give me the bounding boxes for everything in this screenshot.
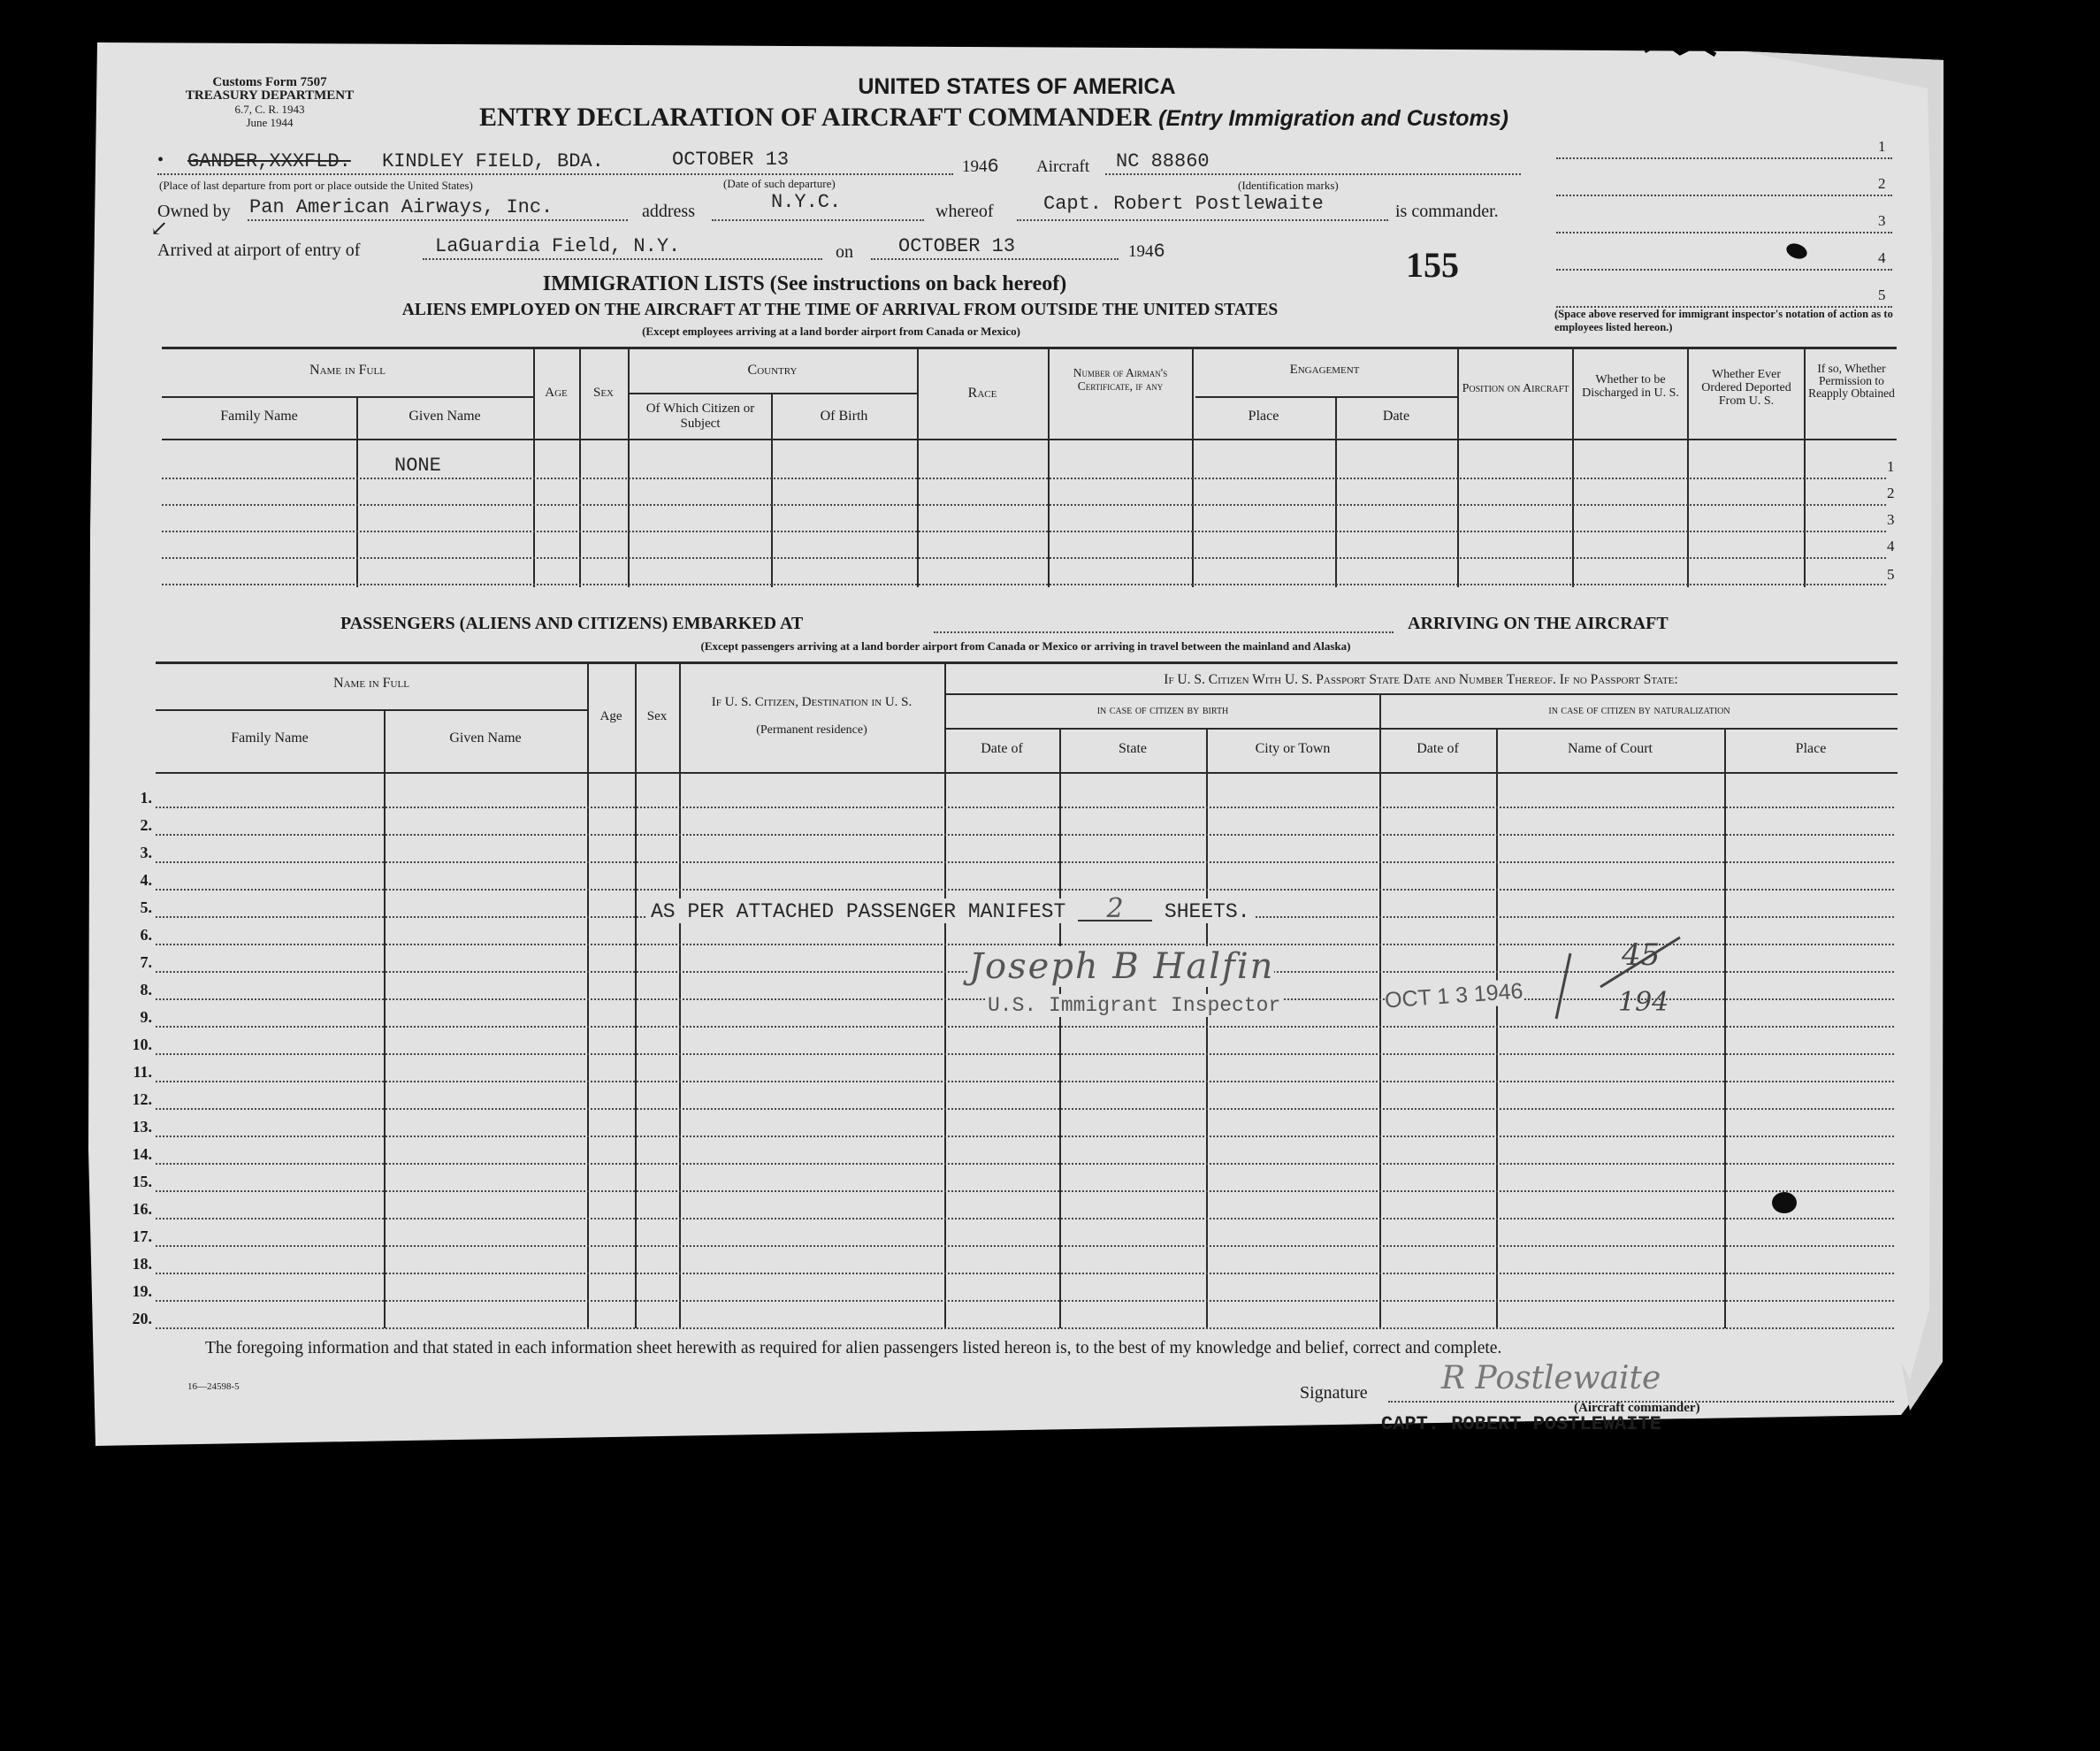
form-title — [479, 103, 1508, 133]
form-id — [133, 76, 407, 129]
declaration-text: The foregoing information and that stated in each information sheet herewith as required for alien passengers listed hereon is, to the best of my knowledge and belief, correct and complete. — [205, 1339, 1502, 1357]
row-line — [162, 504, 1886, 506]
manifest-text: AS PER ATTACHED PASSENGER MANIFEST — [651, 900, 1066, 923]
col-header: Place — [1248, 409, 1279, 424]
airport-name: LaGuardia Field, N.Y. — [435, 235, 681, 257]
arrival-date: OCTOBER 13 — [898, 235, 1016, 257]
col-header: Whether Ever Ordered Deported From U. S. — [1701, 368, 1791, 408]
inspector-line — [1556, 269, 1892, 271]
row-number: 14. — [132, 1145, 152, 1163]
col-rule — [1192, 348, 1194, 587]
aircraft-line — [1105, 173, 1521, 175]
row-number: 12. — [132, 1090, 152, 1108]
passengers-heading: PASSENGERS (ALIENS AND CITIZENS) EMBARKED AT — [340, 614, 804, 633]
inspector-num: 2 — [1878, 175, 1886, 192]
commander-line — [1017, 219, 1388, 221]
row-number: 10. — [132, 1036, 152, 1053]
row-number: 4 — [1887, 538, 1895, 554]
row-line — [162, 557, 1886, 559]
stamp-number: 155 — [1406, 245, 1459, 285]
inspector-stamp: OCT 1 3 1946 — [1384, 978, 1524, 1013]
row-line — [156, 834, 1894, 836]
row-number: 11. — [133, 1063, 152, 1081]
col-header: Position on Aircraft — [1462, 382, 1569, 395]
col-rule — [1206, 730, 1208, 1328]
col-header: (Permanent residence) — [756, 723, 867, 737]
row-number: 6. — [140, 926, 152, 944]
departure-year — [962, 156, 999, 178]
col-header: Of Which Citizen or Subject — [645, 401, 755, 431]
inspector-line — [1556, 232, 1892, 233]
departure-struck: GANDER,XXXFLD. — [187, 150, 351, 172]
form-id-line: June 1944 — [246, 116, 294, 129]
col-rule — [1572, 348, 1574, 587]
col-header: in case of citizen by birth — [1096, 704, 1229, 717]
inspector-note-top: 45 — [1622, 937, 1661, 973]
table-rule — [630, 393, 917, 394]
inspector-num: 3 — [1878, 212, 1886, 229]
row-line — [156, 1108, 1894, 1110]
owner-line — [248, 219, 628, 221]
whereof-label: whereof — [935, 202, 994, 221]
departure-date: OCTOBER 13 — [672, 149, 790, 171]
commander-name: Capt. Robert Postlewaite — [1043, 193, 1324, 215]
marks-caption: (Identification marks) — [1238, 179, 1339, 192]
inspector-line — [1556, 157, 1892, 159]
col-rule — [1496, 730, 1498, 1328]
form-code: 16—24598-5 — [187, 1381, 240, 1392]
row-line — [156, 1081, 1894, 1082]
fraction-bar — [1600, 937, 1680, 987]
immigration-subheading: ALIENS EMPLOYED ON THE AIRCRAFT AT THE TIME OF ARRIVAL FROM OUTSIDE THE UNITED STATES — [401, 301, 1279, 319]
col-rule — [1379, 695, 1381, 1328]
form-id-line: Customs Form 7507 — [212, 75, 327, 89]
col-header: Whether to be Discharged in U. S. — [1582, 373, 1679, 400]
address-line — [712, 219, 924, 221]
row-line — [156, 889, 1894, 891]
form-title-sub: (Entry Immigration and Customs) — [1158, 106, 1509, 131]
row-number: 13. — [132, 1118, 152, 1135]
col-header: If U. S. Citizen With U. S. Passport State Date and Number Thereof. If no Passport State: — [1164, 672, 1678, 687]
year-digit: 6 — [987, 156, 999, 178]
year-digit: 6 — [1153, 241, 1165, 263]
col-header: Country — [747, 363, 798, 378]
col-rule — [1804, 348, 1806, 587]
col-header: Name in Full — [309, 363, 386, 378]
passengers-note: (Except passengers arriving at a land border airport from Canada or Mexico or arriving in travel between the mainland and Alaska) — [700, 639, 1351, 653]
row-line — [156, 1135, 1894, 1137]
row-number: 2. — [140, 816, 152, 834]
form-id-line: 6.7, C. R. 1943 — [234, 103, 305, 116]
col-rule — [533, 348, 535, 587]
table-rule — [162, 347, 1897, 349]
col-rule — [944, 663, 946, 1328]
col-header: City or Town — [1255, 741, 1331, 756]
col-header: Name in Full — [333, 676, 409, 691]
manifest-suffix: SHEETS. — [1164, 900, 1250, 923]
row-number: 16. — [132, 1200, 152, 1218]
inspector-title: U.S. Immigrant Inspector — [985, 994, 1283, 1017]
col-header: If so, Whether Permission to Reapply Obtained — [1808, 362, 1895, 400]
form-id-line: TREASURY DEPARTMENT — [185, 88, 355, 103]
row-number: 1. — [140, 789, 152, 807]
commander-printed-name: CAPT. ROBERT POSTLEWAITE — [1381, 1413, 1661, 1435]
row-line — [156, 1245, 1894, 1247]
col-rule — [1724, 730, 1726, 1328]
col-rule — [679, 663, 681, 1328]
col-rule — [917, 348, 919, 587]
row-number: 19. — [132, 1282, 152, 1300]
arrival-date-line — [871, 258, 1119, 260]
col-header: Sex — [592, 386, 614, 400]
owned-by-label: Owned by — [157, 202, 231, 221]
owner-address: N.Y.C. — [771, 191, 842, 213]
address-label: address — [642, 202, 695, 221]
inspector-num: 1 — [1878, 138, 1886, 155]
table-rule — [162, 396, 533, 398]
date-caption: (Date of such departure) — [723, 177, 836, 190]
row-number: 9. — [140, 1008, 152, 1026]
signature-caption: (Aircraft commander) — [1574, 1401, 1700, 1415]
inspector-num: 4 — [1878, 249, 1886, 266]
col-header: Sex — [646, 709, 668, 723]
col-rule — [635, 663, 637, 1328]
row-line — [156, 1327, 1894, 1329]
col-header: Date of — [981, 741, 1023, 756]
row-number: 5 — [1887, 566, 1895, 583]
col-header: Number of Airman's Certificate, if any — [1073, 366, 1168, 393]
inspector-note-bottom: 194 — [1618, 987, 1669, 1018]
row-line — [162, 584, 1886, 585]
row-number: 18. — [132, 1255, 152, 1273]
row-line — [162, 531, 1886, 532]
manifest-note — [647, 893, 1254, 924]
row-line — [156, 1300, 1894, 1302]
row-number: 5. — [140, 898, 152, 916]
row-number: 15. — [132, 1173, 152, 1190]
col-header: Date of — [1417, 741, 1459, 756]
row-line — [156, 861, 1894, 863]
row-number: 7. — [140, 953, 152, 971]
inspector-note: (Space above reserved for immigrant inspector's notation of action as to employees listed hereon.) — [1554, 308, 1893, 333]
on-label: on — [836, 242, 853, 262]
table-rule — [944, 693, 1898, 695]
embarked-line — [934, 631, 1394, 633]
row-number: 2 — [1887, 485, 1895, 501]
col-rule — [587, 663, 589, 1328]
country-heading: UNITED STATES OF AMERICA — [858, 74, 1176, 99]
year-prefix: 194 — [1128, 242, 1154, 261]
col-header: Family Name — [231, 730, 309, 746]
row-line — [162, 478, 1886, 479]
inspector-line — [1556, 195, 1892, 196]
immigration-heading: IMMIGRATION LISTS (See instructions on back hereof) — [542, 272, 1067, 295]
arrow-mark: ↙ — [150, 218, 169, 241]
departure-line — [157, 173, 953, 175]
col-rule — [1059, 730, 1061, 1328]
col-header: Age — [545, 386, 568, 400]
year-prefix: 194 — [962, 157, 988, 176]
aircraft-marks: NC 88860 — [1116, 150, 1210, 172]
place-caption: (Place of last departure from port or place outside the United States) — [159, 179, 473, 192]
aircraft-label: Aircraft — [1036, 157, 1090, 176]
col-header: If U. S. Citizen, Destination in U. S. — [711, 695, 913, 709]
col-header: Name of Court — [1568, 741, 1653, 756]
is-commander-label: is commander. — [1395, 202, 1499, 221]
row-number: 3. — [140, 844, 152, 861]
airport-line — [423, 258, 822, 260]
table-rule — [156, 709, 587, 711]
col-rule — [1048, 348, 1050, 587]
row-line — [156, 1218, 1894, 1220]
inspector-signature: Joseph B Halfin — [969, 946, 1275, 987]
col-rule — [384, 711, 386, 1328]
row-line — [156, 1190, 1894, 1192]
col-header: Engagement — [1289, 363, 1360, 377]
commander-signature: R Postlewaite — [1441, 1360, 1661, 1396]
col-header: Race — [967, 386, 997, 401]
row-line — [156, 1053, 1894, 1055]
passengers-heading-right: ARRIVING ON THE AIRCRAFT — [1408, 614, 1669, 633]
col-rule — [1687, 348, 1689, 587]
row-number: 17. — [132, 1227, 152, 1245]
col-header: Date — [1382, 409, 1410, 424]
row-number: 8. — [140, 981, 152, 998]
table-rule — [156, 661, 1898, 664]
col-rule — [628, 348, 630, 587]
bullet-mark: • — [157, 150, 164, 170]
col-header: Given Name — [409, 409, 481, 424]
col-header: Place — [1795, 741, 1827, 756]
table-rule — [156, 772, 1898, 774]
row-number: 1 — [1887, 458, 1895, 475]
inspector-fraction-mark — [1547, 930, 1689, 1028]
row-line — [156, 807, 1894, 808]
col-header: Of Birth — [820, 409, 868, 424]
table-rule — [162, 439, 1897, 440]
col-header: Given Name — [449, 730, 522, 746]
arrived-label: Arrived at airport of entry of — [157, 241, 361, 260]
table-rule — [1195, 396, 1459, 398]
table-rule — [944, 728, 1898, 730]
fraction-slash — [1556, 953, 1570, 1019]
immigration-note: (Except employees arriving at a land border airport from Canada or Mexico) — [642, 325, 1020, 338]
row-number: 20. — [132, 1310, 152, 1327]
col-header: State — [1119, 741, 1147, 756]
col-header: Age — [599, 709, 622, 723]
row-line — [156, 1163, 1894, 1165]
col-header: Family Name — [220, 409, 298, 424]
inspector-num: 5 — [1878, 287, 1886, 303]
col-header: in case of citizen by naturalization — [1548, 704, 1730, 717]
col-rule — [1457, 348, 1459, 587]
departure-place: KINDLEY FIELD, BDA. — [382, 150, 604, 172]
signature-label: Signature — [1300, 1383, 1368, 1403]
row-number: 4. — [140, 871, 152, 889]
row-number: 3 — [1887, 511, 1895, 528]
owner-name: Pan American Airways, Inc. — [249, 196, 554, 218]
immigration-none: NONE — [394, 455, 441, 477]
form-title-main: ENTRY DECLARATION OF AIRCRAFT COMMANDER — [479, 103, 1152, 132]
arrival-year — [1128, 241, 1165, 263]
col-rule — [579, 348, 581, 587]
manifest-count: 2 — [1078, 898, 1152, 921]
row-line — [156, 1273, 1894, 1274]
